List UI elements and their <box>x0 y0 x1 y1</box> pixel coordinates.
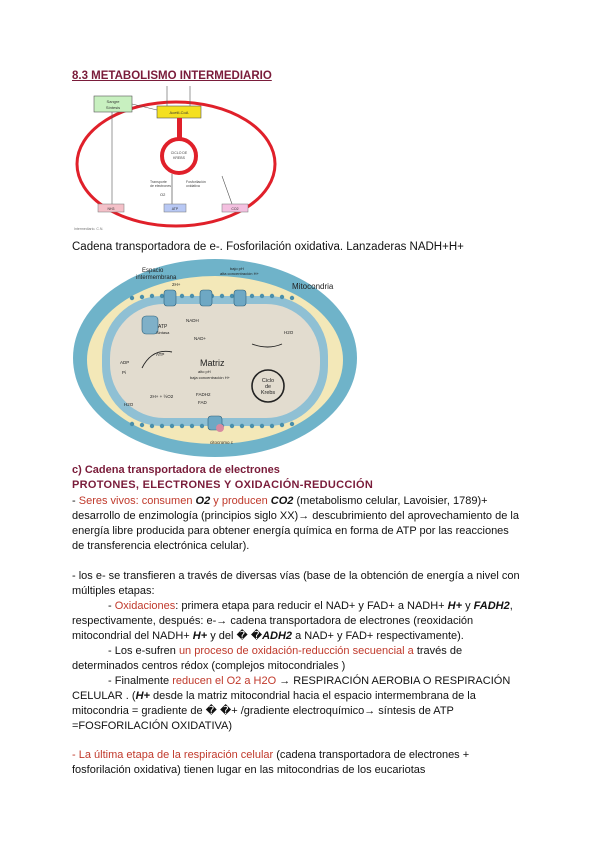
nadh-label: NADH <box>186 318 199 323</box>
o2-label: O2 <box>160 192 166 197</box>
p1-line2: desarrollo de enzimología (principios siglo XX)→ descubrimiento del aprovechamiento de la <box>72 510 519 522</box>
ciclo-label: Ciclo <box>261 378 275 384</box>
cytochrome-label: citocromo c <box>210 440 234 445</box>
section-title: c) Cadena transportadora de electrones <box>72 464 280 476</box>
baja-conc-label: baja concentración H+ <box>190 375 230 380</box>
pi-label: Pi <box>122 370 127 375</box>
h2o-bottom-label: H2O <box>124 402 134 407</box>
espacio-label: Espacio <box>142 268 164 274</box>
bottom-right-label: CO2 <box>231 207 239 211</box>
finalmente-line1: - Finalmente reducen el O2 a H2O → RESPIRACIÓN AEROBIA O RESPIRACIÓN <box>108 675 511 687</box>
finalmente-line3: mitocondria = gradiente de � �+ /gradiente electroquímico→ síntesis de ATP <box>72 705 454 717</box>
p1-line1: - Seres vivos: consumen O2 y producen CO2 (metabolismo celular, Lavoisier, 1789)+ <box>72 495 488 507</box>
cycle-label2: KREBS <box>173 156 185 160</box>
fadh2-label: FADH2 <box>196 392 211 397</box>
sub-label3: Fosforilación <box>186 180 206 184</box>
de-label: de <box>264 384 272 390</box>
oxidaciones-line1: - Oxidaciones: primera etapa para reducir el NAD+ y FAD+ a NADH+ H+ y FADH2, <box>108 600 513 612</box>
complex-4 <box>234 290 246 306</box>
atp-synthase-label: ATP <box>158 324 168 330</box>
fig1-caption: Cadena transportadora de e-. Fosforilación oxidativa. Lanzaderas NADH+H+ <box>72 241 464 253</box>
mitocondria-label: Mitocondria <box>292 282 334 291</box>
section-heading: 8.3 METABOLISMO INTERMEDIARIO <box>72 70 272 82</box>
h2o-label: H2O <box>284 330 294 335</box>
section-subtitle: PROTONES, ELECTRONES Y OXIDACIÓN-REDUCCIÓN <box>72 479 374 491</box>
cycle-label1: CICLO DE <box>170 151 188 155</box>
adp-label: ADP <box>120 360 130 365</box>
alto-ph-label: alto pH <box>198 369 211 374</box>
nad-label: NAD+ <box>194 336 207 341</box>
finalmente-line2: CELULAR . (H+ desde la matriz mitocondrial hacia el espacio intermembrana de la <box>72 690 476 702</box>
cytochrome-c <box>216 424 224 432</box>
bottom-mid-label: ATP <box>171 207 179 211</box>
sub-label2: de electrones <box>150 184 172 188</box>
mitochondria-diagram <box>72 258 358 458</box>
oxidaciones-line3: mitocondrial del NADH+ H+ y del � �ADH2 a NAD+ y FAD+ respectivamente). <box>72 630 464 642</box>
krebs-label: Krebs <box>260 390 276 396</box>
sub-label4: oxidativa <box>186 184 200 188</box>
matriz-label: Matriz <box>200 358 225 368</box>
fad-label: FAD <box>198 400 207 405</box>
box-left-label: Sangre <box>106 99 120 104</box>
synthase-label: Sintasa <box>156 330 170 335</box>
finalmente-line4: =FOSFORILACIÓN OXIDATIVA) <box>72 720 233 732</box>
p2-line1: - los e- se transfieren a través de diversas vías (base de la obtención de energía a nivel con <box>72 570 520 582</box>
p1-line4: de transferencia electrónica celular). <box>72 540 250 552</box>
metabolism-diagram <box>72 86 280 234</box>
fig1-credit: Intermediario. C.N. <box>74 227 104 231</box>
sub-label1: Transporte <box>150 180 167 184</box>
bajo-ph-label: bajo pH <box>230 266 244 271</box>
intermembrana-label: intermembrana <box>136 275 177 281</box>
secuencial-line1: - Los e-sufren un proceso de oxidación-reducción secuencial a través de <box>108 645 463 657</box>
bottom-left-label: NH3 <box>107 207 115 211</box>
box-left-label2: Síntesis <box>105 105 121 110</box>
oxidaciones-line2: respectivamente, después: e-→ cadena transportadora de electrones (reoxidación <box>72 615 474 627</box>
p3-line1: - La última etapa de la respiración celular (cadena transportadora de electrones + <box>72 749 470 761</box>
2h-label: 2H+ <box>172 282 181 287</box>
secuencial-line2: determinados centros rédox (complejos mitocondriales ) <box>72 660 346 672</box>
p2-line2: múltiples etapas: <box>72 585 155 597</box>
alta-conc-label: alta concentración H+ <box>220 271 259 276</box>
o2-half-label: 2H+ + ½O2 <box>150 394 174 399</box>
atp-label: ATP <box>156 352 165 357</box>
complex-3 <box>200 290 212 306</box>
box-top-label: Acetil-CoA <box>169 110 189 115</box>
complex-1 <box>164 290 176 306</box>
p1-line3: energía libre producida para obtener energía química en forma de ATP por las reacciones <box>72 525 509 537</box>
p3-line2: fosforilación oxidativa) tienen lugar en las mitocondrias de los eucariotas <box>72 764 426 776</box>
